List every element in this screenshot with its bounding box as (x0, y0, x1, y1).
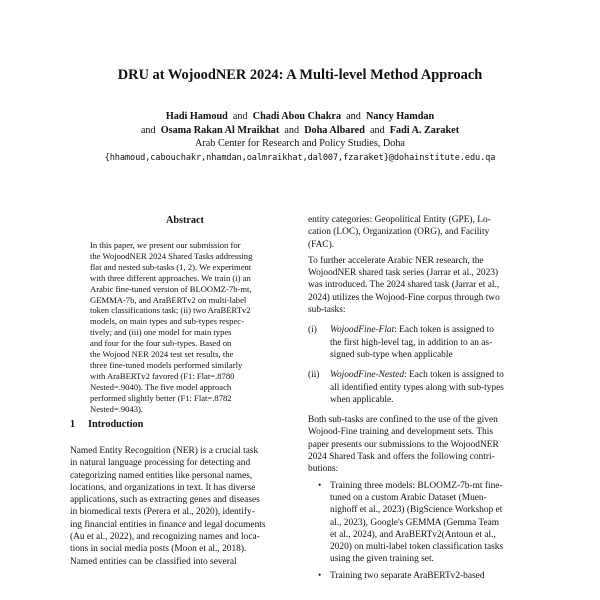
body-line: in biomedical texts (Perera et al., 2020), identify- (70, 507, 255, 518)
list-line (330, 324, 532, 336)
body-line: Named entities can be classified into several (70, 556, 237, 567)
author-name: Fadi A. Zaraket (389, 125, 460, 136)
author-separator: and (369, 125, 385, 136)
author-separator: and (232, 111, 248, 122)
author-name: Nancy Hamdan (365, 111, 435, 122)
body-line: (Au et al., 2022), and recognizing names and loca- (70, 532, 260, 543)
abstract-heading: Abstract (166, 215, 204, 226)
abstract-line: and four for the four sub-types. Based on (90, 338, 232, 349)
right-column (308, 214, 532, 582)
author-line-2 (0, 124, 600, 138)
paragraph (308, 414, 532, 475)
body-line: To further accelerate Arabic NER research, the (308, 255, 484, 266)
bullet-line: al., 2023), Google's GEMMA (Gemma Team (330, 517, 500, 528)
abstract-line: models, on main types and sub-types respec- (90, 316, 244, 327)
body-line: in natural language processing for detecting and (70, 458, 251, 469)
subtask-name: WojoodFine-Nested (330, 370, 405, 381)
author-line-1 (0, 110, 600, 124)
abstract-line: flat and nested sub-tasks (1, 2). We experiment (90, 261, 252, 272)
abstract-line: performed slightly better (F1: Flat=.8782 (90, 392, 232, 403)
bullet-item (308, 480, 532, 566)
section-heading-introduction (70, 418, 143, 431)
list-item (308, 324, 532, 361)
body-line: Named Entity Recognition (NER) is a crucial task (70, 446, 259, 456)
bullet-line: using the given training set. (330, 554, 434, 565)
abstract-line: three fine-tuned models performed similarly (90, 359, 243, 370)
body-line: tions in social media posts (Moon et al., 2018). (70, 544, 247, 555)
body-line: cation (LOC), Organization (ORG), and Facility (308, 227, 490, 238)
author-emails: {hhamoud,cabouchakr,nhamdan,oalmraikhat,dal007,fzaraket}@dohainstitute.edu.qa (104, 153, 496, 163)
body-line: butions: (308, 464, 339, 475)
spacer (308, 361, 532, 369)
list-line (330, 369, 532, 381)
abstract-line: tively; and (iii) one model for main types (90, 327, 232, 338)
abstract-body (90, 240, 280, 415)
author-separator: and (346, 111, 361, 122)
author-separator: and (284, 125, 300, 136)
body-line: applications, such as extracting genes and diseases (70, 495, 260, 506)
bullet-line: 2020) on multi-label token classification tasks (330, 542, 504, 553)
paragraph (308, 214, 532, 251)
body-line: (FAC). (308, 239, 335, 250)
author-name: Chadi Abou Chakra (252, 111, 342, 122)
bullet-line: Training two separate AraBERTv2-based (330, 570, 485, 581)
abstract-line: GEMMA-7b, and AraBERTv2 on multi-label (90, 294, 247, 305)
bullet-marker: • (318, 480, 322, 491)
body-line: sub-tasks: (308, 305, 346, 316)
body-line: entity categories: Geopolitical Entity (GPE), Lo- (308, 215, 491, 225)
list-line: all identified entity types along with sub-types (330, 382, 504, 393)
list-text: : Each token is assigned to (394, 325, 494, 336)
author-name: Hadi Hamoud (165, 111, 228, 122)
introduction-body (70, 445, 292, 568)
body-line: Both sub-tasks are confined to the use of the given (308, 415, 498, 426)
section-title: Introduction (88, 419, 144, 430)
spacer (308, 406, 532, 414)
paragraph (308, 255, 532, 316)
body-line: locations, and organizations in text. It has diverse (70, 482, 256, 493)
subtask-name: WojoodFine-Flat (330, 325, 395, 336)
paper-title: DRU at WojoodNER 2024: A Multi-level Method Approach (117, 67, 483, 83)
abstract-line: Nested=.9043). (90, 403, 144, 414)
abstract-line: Nested=.9040). The five model approach (90, 381, 232, 392)
body-line: 2024) utilizes the Wojood-Fine corpus through two (308, 292, 500, 303)
author-name: Doha Albared (304, 125, 365, 136)
abstract-line: Arabic fine-tuned version of BLOOMZ-7b-mt, (90, 283, 252, 294)
list-marker: (ii) (308, 370, 320, 381)
bullet-item (308, 570, 532, 582)
author-separator: and (140, 125, 156, 136)
list-line: the first high-level tag, in addition to an as- (330, 337, 493, 348)
body-line: WojoodNER shared task series (Jarrar et al., 2023) (308, 268, 499, 279)
list-item (308, 369, 532, 406)
spacer (308, 316, 532, 324)
abstract-line: In this paper, we present our submission for (90, 240, 241, 250)
bullet-marker: • (318, 570, 322, 581)
list-text: : Each token is assigned to (404, 370, 504, 381)
list-line: signed sub-type when applicable (330, 349, 453, 360)
list-line: when applicable. (330, 394, 394, 405)
abstract-line: the Wojood NER 2024 test set results, the (90, 349, 234, 360)
bullet-line: tuned on a custom Arabic Dataset (Muen- (330, 492, 487, 503)
list-marker: (i) (308, 325, 317, 336)
bullet-line: et al., 2024), and AraBERTv2(Antoun et al., (330, 529, 496, 540)
bullet-line: nighoff et al., 2023) (BigScience Workshop et (330, 505, 503, 516)
abstract-line: the WojoodNER 2024 Shared Tasks addressing (90, 250, 253, 261)
body-line: 2024 Shared Task and offers the following contri- (308, 452, 495, 463)
affiliation: Arab Center for Research and Policy Studies, Doha (195, 138, 405, 149)
body-line: Wojood-Fine training and development sets. This (308, 427, 493, 438)
abstract-line: token classifications task; (ii) two AraBERTv2 (90, 305, 251, 316)
author-list (0, 110, 600, 138)
body-line: paper presents our submissions to the WojoodNER (308, 439, 499, 450)
body-line: ing financial entities in finance and legal documents (70, 519, 266, 530)
abstract-line: with three different approaches. We train (i) an (90, 272, 251, 283)
body-line: categorizing named entities like personal names, (70, 470, 253, 481)
abstract-line: with AraBERTv2 favored (F1: Flat=.8780 (90, 370, 235, 381)
body-line: was introduced. The 2024 shared task (Jarrar et al., (308, 280, 500, 291)
author-name: Osama Rakan Al Mraikhat (160, 125, 280, 136)
bullet-line: Training three models: BLOOMZ-7b-mt fine- (330, 480, 503, 491)
section-number: 1 (70, 419, 76, 430)
